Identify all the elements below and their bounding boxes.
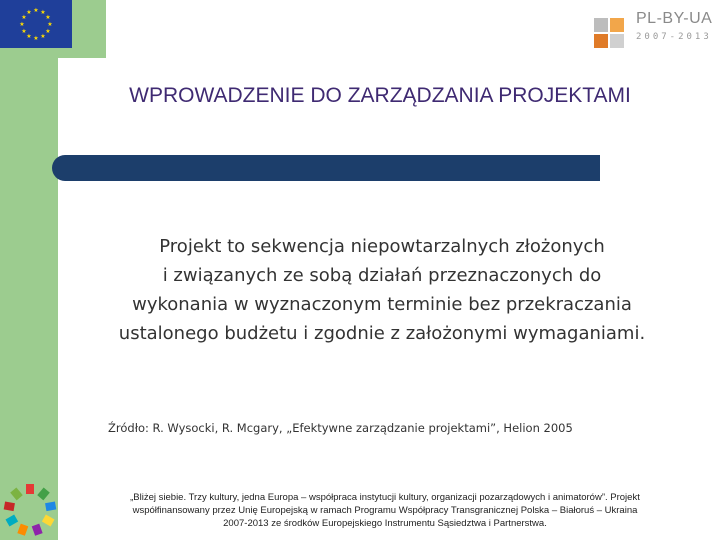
- footer-line-2: współfinansowany przez Unię Europejską w ramach Programu Współpracy Transgranicznej Polska – Białoruś – Ukraina: [132, 505, 638, 516]
- eu-flag-icon: [0, 0, 72, 48]
- svg-text:★: ★: [33, 7, 39, 14]
- source-citation: Źródło: R. Wysocki, R. Mcgary, „Efektywne zarządzanie projektami”, Helion 2005: [108, 421, 573, 435]
- svg-text:★: ★: [21, 14, 27, 21]
- partner-logo-years: 2007-2013: [636, 32, 712, 42]
- partner-logo-text: PL-BY-UA: [636, 10, 713, 27]
- project-definition: [92, 232, 672, 348]
- svg-text:★: ★: [45, 28, 51, 35]
- project-emblem-icon: [2, 482, 58, 538]
- definition-line-2: i związanych ze sobą działań przeznaczonych do: [162, 265, 602, 286]
- project-footer: [90, 491, 680, 530]
- title-divider-bar: [52, 155, 600, 181]
- svg-text:★: ★: [26, 33, 32, 40]
- svg-text:★: ★: [40, 33, 46, 40]
- svg-text:★: ★: [40, 9, 46, 16]
- svg-text:★: ★: [45, 14, 51, 21]
- footer-line-1: „Bliżej siebie. Trzy kultury, jedna Europa – współpraca instytucji kultury, organizacji pozarządowych i animatorów”. Projekt: [130, 492, 640, 503]
- svg-text:★: ★: [21, 28, 27, 35]
- slide-title: WPROWADZENIE DO ZARZĄDZANIA PROJEKTAMI: [129, 84, 631, 107]
- definition-line-1: Projekt to sekwencja niepowtarzalnych złożonych: [159, 236, 605, 257]
- svg-text:★: ★: [19, 21, 25, 28]
- footer-line-3: 2007-2013 ze środków Europejskiego Instrumentu Sąsiedztwa i Partnerstwa.: [223, 518, 547, 529]
- definition-line-3: wykonania w wyznaczonym terminie bez przekraczania: [132, 294, 632, 315]
- green-side-band: [0, 0, 58, 540]
- svg-text:★: ★: [33, 35, 39, 42]
- svg-text:★: ★: [26, 9, 32, 16]
- svg-text:★: ★: [47, 21, 53, 28]
- definition-line-4: ustalonego budżetu i zgodnie z założonymi wymaganiami.: [118, 323, 646, 344]
